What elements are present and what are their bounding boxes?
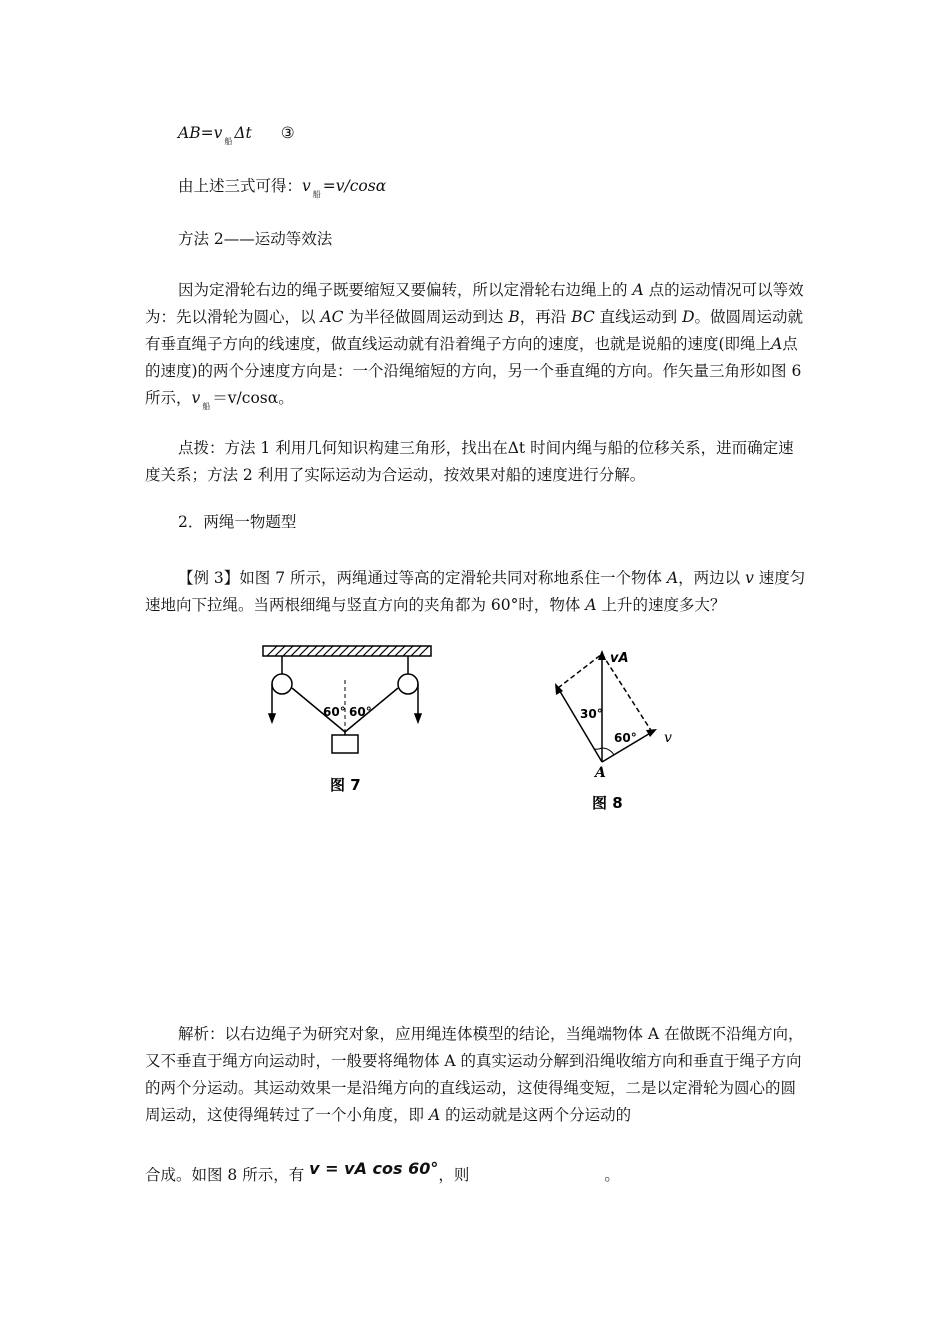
section-2-heading: 2．两绳一物题型 — [178, 513, 297, 531]
point-a-label: A — [595, 765, 606, 781]
hint-paragraph: 点拨：方法 1 利用几何知识构建三角形，找出在Δt 时间内绳与船的位移关系，进而确定速度关系；方法 2 利用了实际运动为合运动，按效果对船的速度进行分解。 — [145, 439, 794, 484]
formula-image: v = vA cos 60° — [309, 1159, 439, 1178]
example-3-paragraph: 【例 3】如图 7 所示，两绳通过等高的定滑轮共同对称地系住一个物体 A，两边以 v 速度匀速地向下拉绳。当两根细绳与竖直方向的夹角都为 60°时，物体 A 上升的速度多大？ — [145, 569, 806, 614]
conclusion-line: 合成。如图 8 所示，有 v = vA cos 60°，则 。 — [145, 1159, 620, 1184]
result-equation: 由上述三式可得：v $_船$ =v/cosα — [178, 177, 387, 199]
right-pulley — [398, 674, 418, 694]
left-pulley — [272, 674, 292, 694]
analysis-paragraph: 解析：以右边绳子为研究对象，应用绳连体模型的结论，当绳端物体 A 在做既不沿绳方向，又不垂直于绳方向运动时，一般要将绳物体 A 的真实运动分解到沿绳收缩方向和垂直于绳子方向的两个分运动。其运动效果一是沿绳方向的直线运动，这使得绳变短，二是以定滑轮为圆心的圆周运动，这使得绳转过了一个小角度，即 A 的运动就是这两个分运动的 — [145, 1025, 804, 1124]
figure-8 — [540, 640, 690, 815]
method-2-heading: 方法 2——运动等效法 — [178, 230, 333, 248]
angle-30-label: 30° — [580, 707, 603, 721]
ceiling — [263, 646, 431, 656]
method-2-paragraph: 因为定滑轮右边的绳子既要缩短又要偏转，所以定滑轮右边绳上的 A 点的运动情况可以等效为：先以滑轮为圆心，以 AC 为半径做圆周运动到达 B，再沿 BC 直线运动到 D。做圆周运动就有垂直绳子方向的线速度，做直线运动就有沿着绳子方向的速度，也就是说船的速度(即绳上A点的速度)的两个分速度方向是：一个沿绳缩短的方向，另一个垂直绳的方向。作矢量三角形如图 6 所示，v $_船$ ＝v/cosα。 — [145, 281, 804, 411]
angle-60-label: 60° — [614, 731, 637, 745]
figure-7 — [255, 640, 445, 800]
angle-left-label: 60° — [323, 705, 346, 719]
figure-7-caption: 图 7 — [330, 776, 361, 794]
figure-8-caption: 图 8 — [592, 794, 623, 812]
object-a — [332, 735, 358, 753]
perpendicular-component-arrow — [558, 688, 602, 762]
v-label: v — [664, 730, 672, 746]
angle-right-label: 60° — [349, 705, 372, 719]
va-label: vA — [610, 651, 629, 666]
equation-3: AB=v $_船$ Δt ③ — [178, 124, 295, 146]
